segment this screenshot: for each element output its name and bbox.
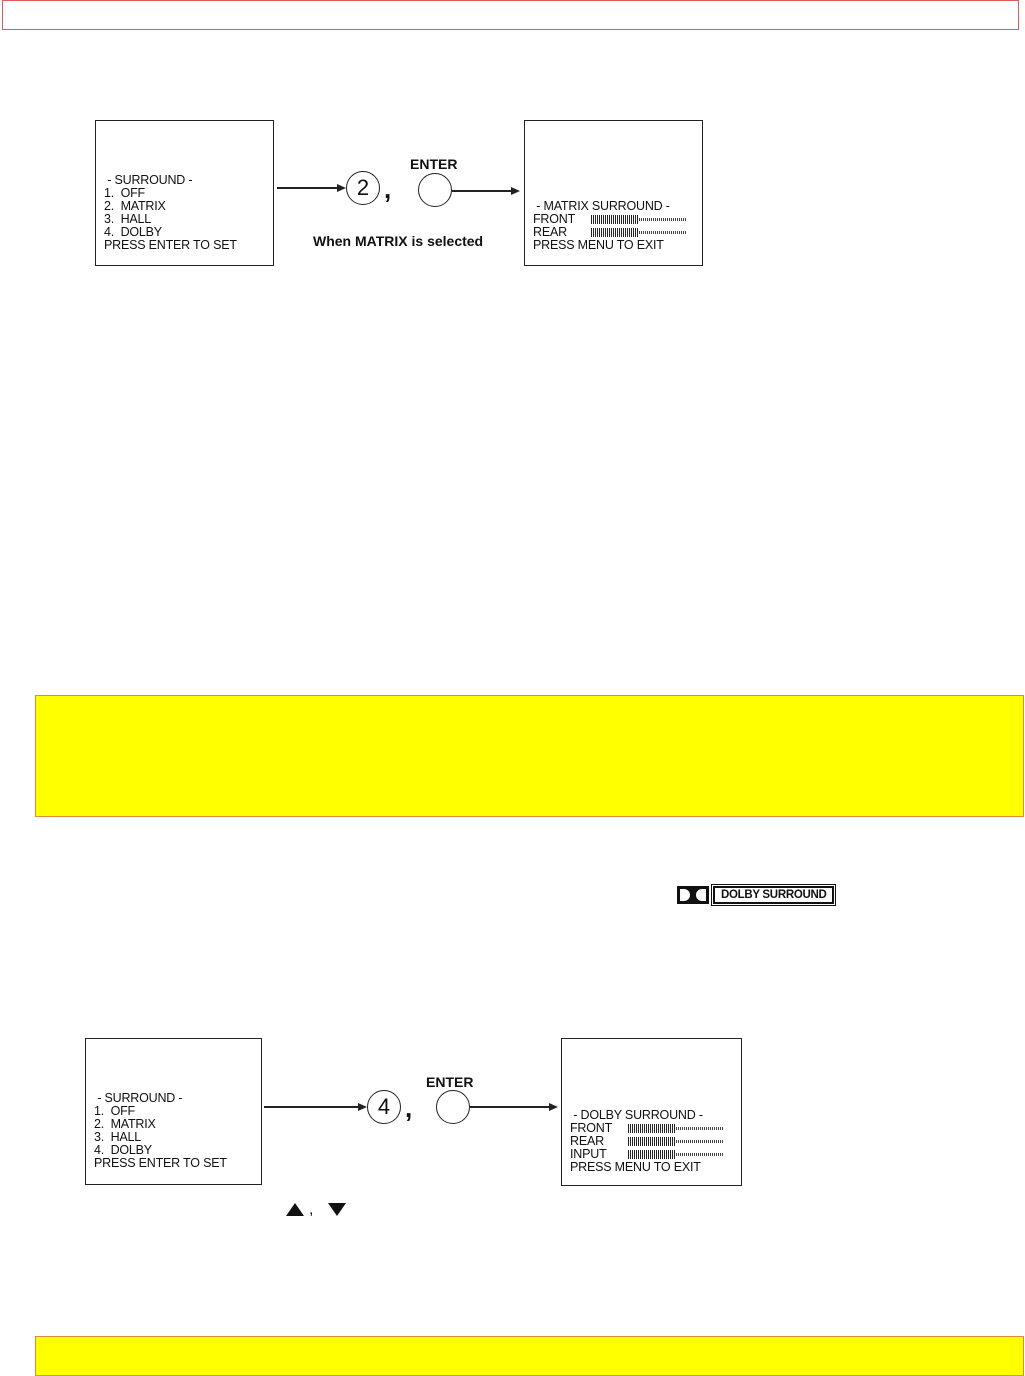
meter-tick-filled bbox=[628, 1124, 629, 1133]
meter-tick-empty bbox=[702, 1140, 703, 1143]
meter-tick-filled bbox=[662, 1124, 663, 1133]
meter-tick-filled bbox=[597, 228, 598, 237]
meter-tick-filled bbox=[674, 1150, 675, 1159]
meter-tick-filled bbox=[633, 228, 634, 237]
meter-tick-filled bbox=[636, 1124, 637, 1133]
meter-tick-filled bbox=[630, 1137, 631, 1146]
meter-tick-empty bbox=[678, 1127, 679, 1130]
meter-tick-filled bbox=[662, 1137, 663, 1146]
meter-tick-empty bbox=[712, 1140, 713, 1143]
meter-tick-filled bbox=[672, 1124, 673, 1133]
matrix-surround-screen bbox=[524, 120, 703, 266]
meter-tick-empty bbox=[720, 1140, 721, 1143]
meter-tick-empty bbox=[665, 218, 666, 221]
meter-tick-empty bbox=[677, 218, 678, 221]
meter-tick-filled bbox=[664, 1124, 665, 1133]
meter-tick-empty bbox=[686, 1127, 687, 1130]
meter-tick-empty bbox=[655, 218, 656, 221]
meter-tick-empty bbox=[706, 1153, 707, 1156]
meter-tick-filled bbox=[648, 1137, 649, 1146]
result-title: - MATRIX SURROUND - bbox=[533, 199, 670, 213]
dolby-dd-icon bbox=[677, 886, 709, 904]
meter-label: REAR bbox=[570, 1134, 604, 1148]
meter-tick-empty bbox=[679, 231, 680, 234]
meter-tick-filled bbox=[668, 1150, 669, 1159]
meter-tick-empty bbox=[675, 218, 676, 221]
meter-tick-filled bbox=[640, 1124, 641, 1133]
meter-tick-filled bbox=[591, 228, 592, 237]
meter-tick-filled bbox=[652, 1124, 653, 1133]
meter-tick-filled bbox=[597, 215, 598, 224]
meter-tick-filled bbox=[593, 228, 594, 237]
meter-tick-filled bbox=[637, 215, 638, 224]
menu-item-hall: 3. HALL bbox=[94, 1130, 142, 1144]
meter-tick-empty bbox=[663, 218, 664, 221]
level-meter bbox=[591, 215, 687, 224]
meter-tick-filled bbox=[644, 1124, 645, 1133]
meter-tick-empty bbox=[651, 218, 652, 221]
meter-tick-empty bbox=[722, 1140, 723, 1143]
meter-tick-empty bbox=[684, 1127, 685, 1130]
meter-tick-empty bbox=[688, 1127, 689, 1130]
meter-tick-empty bbox=[714, 1153, 715, 1156]
meter-tick-filled bbox=[670, 1150, 671, 1159]
meter-tick-filled bbox=[646, 1150, 647, 1159]
meter-tick-empty bbox=[673, 231, 674, 234]
meter-tick-filled bbox=[617, 215, 618, 224]
flow-arrow-head bbox=[511, 187, 520, 195]
meter-tick-empty bbox=[680, 1127, 681, 1130]
meter-tick-filled bbox=[662, 1150, 663, 1159]
meter-tick-empty bbox=[722, 1127, 723, 1130]
meter-tick-empty bbox=[698, 1153, 699, 1156]
meter-tick-filled bbox=[650, 1150, 651, 1159]
meter-tick-filled bbox=[652, 1137, 653, 1146]
meter-tick-empty bbox=[684, 1140, 685, 1143]
meter-tick-empty bbox=[716, 1140, 717, 1143]
meter-tick-filled bbox=[658, 1137, 659, 1146]
meter-tick-filled bbox=[660, 1124, 661, 1133]
comma: , bbox=[384, 174, 392, 204]
meter-tick-filled bbox=[650, 1124, 651, 1133]
meter-tick-empty bbox=[700, 1153, 701, 1156]
enter-label: ENTER bbox=[410, 156, 458, 172]
meter-tick-filled bbox=[599, 228, 600, 237]
meter-label: FRONT bbox=[570, 1121, 613, 1135]
meter-tick-filled bbox=[629, 215, 630, 224]
meter-tick-empty bbox=[718, 1140, 719, 1143]
menu-title: - SURROUND - bbox=[94, 1091, 183, 1105]
meter-tick-empty bbox=[659, 218, 660, 221]
meter-tick-empty bbox=[706, 1127, 707, 1130]
menu-item-off: 1. OFF bbox=[104, 186, 145, 200]
level-meter bbox=[628, 1150, 724, 1159]
meter-tick-empty bbox=[686, 1153, 687, 1156]
meter-tick-empty bbox=[690, 1140, 691, 1143]
meter-tick-filled bbox=[646, 1137, 647, 1146]
meter-tick-filled bbox=[668, 1124, 669, 1133]
result-footer: PRESS MENU TO EXIT bbox=[570, 1160, 701, 1174]
flow-arrow-head bbox=[549, 1103, 558, 1111]
meter-tick-filled bbox=[631, 215, 632, 224]
meter-tick-filled bbox=[666, 1137, 667, 1146]
meter-tick-filled bbox=[603, 215, 604, 224]
meter-tick-empty bbox=[685, 218, 686, 221]
enter-button-icon bbox=[436, 1090, 470, 1124]
meter-label: INPUT bbox=[570, 1147, 607, 1161]
meter-tick-empty bbox=[700, 1127, 701, 1130]
meter-tick-filled bbox=[640, 1150, 641, 1159]
meter-tick-filled bbox=[627, 228, 628, 237]
meter-tick-filled bbox=[634, 1150, 635, 1159]
meter-tick-filled bbox=[601, 228, 602, 237]
meter-tick-empty bbox=[678, 1140, 679, 1143]
meter-tick-filled bbox=[613, 228, 614, 237]
meter-tick-filled bbox=[607, 228, 608, 237]
meter-tick-empty bbox=[651, 231, 652, 234]
meter-tick-filled bbox=[615, 215, 616, 224]
arrow-separator: , bbox=[309, 1201, 314, 1218]
meter-tick-filled bbox=[621, 215, 622, 224]
surround-menu-screen bbox=[85, 1038, 262, 1185]
meter-tick-empty bbox=[700, 1140, 701, 1143]
meter-tick-empty bbox=[657, 231, 658, 234]
meter-tick-filled bbox=[629, 228, 630, 237]
meter-tick-filled bbox=[636, 1150, 637, 1159]
meter-tick-filled bbox=[611, 215, 612, 224]
note-box bbox=[35, 695, 1024, 817]
meter-tick-filled bbox=[656, 1137, 657, 1146]
meter-tick-filled bbox=[648, 1124, 649, 1133]
meter-tick-empty bbox=[696, 1153, 697, 1156]
meter-tick-empty bbox=[714, 1140, 715, 1143]
meter-tick-empty bbox=[688, 1153, 689, 1156]
meter-tick-filled bbox=[642, 1150, 643, 1159]
meter-tick-filled bbox=[632, 1124, 633, 1133]
meter-tick-empty bbox=[704, 1153, 705, 1156]
meter-tick-empty bbox=[690, 1127, 691, 1130]
dolby-surround-screen bbox=[561, 1038, 742, 1186]
meter-tick-empty bbox=[682, 1127, 683, 1130]
meter-tick-empty bbox=[692, 1153, 693, 1156]
meter-tick-filled bbox=[656, 1124, 657, 1133]
meter-tick-empty bbox=[663, 231, 664, 234]
meter-tick-filled bbox=[605, 228, 606, 237]
surround-menu-screen bbox=[95, 120, 274, 266]
meter-tick-empty bbox=[671, 231, 672, 234]
meter-tick-filled bbox=[623, 228, 624, 237]
meter-tick-filled bbox=[609, 215, 610, 224]
meter-tick-empty bbox=[671, 218, 672, 221]
meter-tick-empty bbox=[712, 1153, 713, 1156]
meter-tick-empty bbox=[720, 1153, 721, 1156]
meter-tick-empty bbox=[694, 1153, 695, 1156]
dolby-logo-text: DOLBY SURROUND bbox=[713, 886, 834, 904]
meter-tick-filled bbox=[638, 1150, 639, 1159]
meter-tick-filled bbox=[635, 228, 636, 237]
menu-item-off: 1. OFF bbox=[94, 1104, 135, 1118]
meter-tick-filled bbox=[631, 228, 632, 237]
meter-tick-empty bbox=[678, 1153, 679, 1156]
meter-tick-filled bbox=[658, 1150, 659, 1159]
meter-tick-empty bbox=[704, 1140, 705, 1143]
meter-tick-empty bbox=[706, 1140, 707, 1143]
enter-button-icon bbox=[418, 173, 452, 207]
meter-tick-filled bbox=[591, 215, 592, 224]
enter-label: ENTER bbox=[426, 1074, 474, 1090]
meter-tick-empty bbox=[641, 218, 642, 221]
meter-tick-filled bbox=[658, 1124, 659, 1133]
meter-tick-filled bbox=[670, 1124, 671, 1133]
meter-tick-filled bbox=[617, 228, 618, 237]
meter-tick-filled bbox=[619, 228, 620, 237]
meter-tick-empty bbox=[681, 218, 682, 221]
level-meter bbox=[628, 1137, 724, 1146]
meter-tick-empty bbox=[682, 1140, 683, 1143]
meter-tick-empty bbox=[702, 1153, 703, 1156]
flow-arrow-line bbox=[470, 1106, 550, 1108]
meter-tick-filled bbox=[640, 1137, 641, 1146]
meter-tick-empty bbox=[714, 1127, 715, 1130]
meter-tick-filled bbox=[637, 228, 638, 237]
meter-tick-empty bbox=[683, 231, 684, 234]
meter-tick-empty bbox=[677, 231, 678, 234]
meter-tick-empty bbox=[710, 1153, 711, 1156]
meter-tick-empty bbox=[684, 1153, 685, 1156]
menu-item-dolby: 4. DOLBY bbox=[94, 1143, 152, 1157]
meter-tick-filled bbox=[668, 1137, 669, 1146]
meter-tick-filled bbox=[595, 215, 596, 224]
meter-tick-filled bbox=[625, 228, 626, 237]
step-number-2 bbox=[346, 171, 380, 205]
meter-tick-empty bbox=[639, 218, 640, 221]
meter-tick-filled bbox=[628, 1137, 629, 1146]
menu-title: - SURROUND - bbox=[104, 173, 193, 187]
meter-tick-empty bbox=[708, 1140, 709, 1143]
meter-tick-filled bbox=[650, 1137, 651, 1146]
meter-tick-filled bbox=[660, 1137, 661, 1146]
step-number-label: 4 bbox=[377, 1094, 391, 1119]
meter-tick-filled bbox=[595, 228, 596, 237]
meter-tick-empty bbox=[718, 1127, 719, 1130]
flow-arrow-line bbox=[452, 190, 512, 192]
meter-tick-filled bbox=[627, 215, 628, 224]
menu-item-hall: 3. HALL bbox=[104, 212, 152, 226]
menu-item-dolby: 4. DOLBY bbox=[104, 225, 162, 239]
meter-tick-empty bbox=[647, 218, 648, 221]
meter-tick-empty bbox=[676, 1140, 677, 1143]
note-box bbox=[35, 1336, 1024, 1376]
meter-tick-empty bbox=[676, 1127, 677, 1130]
meter-tick-empty bbox=[655, 231, 656, 234]
step-number-label: 2 bbox=[356, 175, 370, 200]
meter-tick-filled bbox=[666, 1150, 667, 1159]
meter-tick-filled bbox=[611, 228, 612, 237]
meter-tick-filled bbox=[664, 1150, 665, 1159]
result-footer: PRESS MENU TO EXIT bbox=[533, 238, 664, 252]
up-arrow-icon bbox=[286, 1203, 304, 1216]
meter-tick-filled bbox=[672, 1150, 673, 1159]
menu-item-matrix: 2. MATRIX bbox=[94, 1117, 156, 1131]
meter-tick-filled bbox=[654, 1124, 655, 1133]
meter-tick-filled bbox=[628, 1150, 629, 1159]
meter-tick-filled bbox=[666, 1124, 667, 1133]
meter-tick-filled bbox=[648, 1150, 649, 1159]
meter-tick-empty bbox=[647, 231, 648, 234]
meter-tick-filled bbox=[603, 228, 604, 237]
meter-tick-filled bbox=[654, 1137, 655, 1146]
meter-tick-filled bbox=[646, 1124, 647, 1133]
meter-tick-filled bbox=[593, 215, 594, 224]
meter-tick-filled bbox=[644, 1137, 645, 1146]
meter-label: FRONT bbox=[533, 212, 576, 226]
flow-arrow-line bbox=[277, 187, 339, 189]
meter-tick-filled bbox=[633, 215, 634, 224]
meter-tick-filled bbox=[625, 215, 626, 224]
dolby-surround-logo bbox=[677, 886, 834, 904]
meter-tick-filled bbox=[632, 1150, 633, 1159]
meter-tick-empty bbox=[643, 231, 644, 234]
meter-tick-filled bbox=[672, 1137, 673, 1146]
meter-tick-filled bbox=[638, 1137, 639, 1146]
meter-tick-empty bbox=[696, 1140, 697, 1143]
meter-tick-empty bbox=[661, 218, 662, 221]
meter-tick-filled bbox=[605, 215, 606, 224]
meter-tick-empty bbox=[649, 231, 650, 234]
meter-tick-filled bbox=[642, 1124, 643, 1133]
meter-tick-filled bbox=[642, 1137, 643, 1146]
meter-tick-empty bbox=[657, 218, 658, 221]
meter-tick-empty bbox=[685, 231, 686, 234]
meter-tick-empty bbox=[688, 1140, 689, 1143]
meter-tick-empty bbox=[641, 231, 642, 234]
meter-tick-filled bbox=[660, 1150, 661, 1159]
meter-tick-filled bbox=[644, 1150, 645, 1159]
meter-tick-empty bbox=[708, 1153, 709, 1156]
meter-tick-filled bbox=[656, 1150, 657, 1159]
menu-item-matrix: 2. MATRIX bbox=[104, 199, 166, 213]
meter-tick-empty bbox=[681, 231, 682, 234]
meter-tick-empty bbox=[653, 218, 654, 221]
meter-tick-filled bbox=[652, 1150, 653, 1159]
meter-tick-empty bbox=[645, 231, 646, 234]
meter-tick-filled bbox=[635, 215, 636, 224]
meter-tick-empty bbox=[667, 218, 668, 221]
level-meter bbox=[628, 1124, 724, 1133]
meter-tick-empty bbox=[669, 231, 670, 234]
meter-tick-empty bbox=[690, 1153, 691, 1156]
meter-tick-filled bbox=[619, 215, 620, 224]
meter-tick-filled bbox=[607, 215, 608, 224]
meter-tick-empty bbox=[694, 1140, 695, 1143]
meter-tick-empty bbox=[645, 218, 646, 221]
meter-tick-empty bbox=[720, 1127, 721, 1130]
meter-tick-empty bbox=[694, 1127, 695, 1130]
step-number-4 bbox=[367, 1090, 401, 1124]
meter-tick-filled bbox=[615, 228, 616, 237]
meter-tick-filled bbox=[601, 215, 602, 224]
meter-tick-filled bbox=[634, 1137, 635, 1146]
meter-tick-filled bbox=[638, 1124, 639, 1133]
meter-tick-empty bbox=[710, 1127, 711, 1130]
meter-tick-filled bbox=[636, 1137, 637, 1146]
meter-tick-empty bbox=[639, 231, 640, 234]
menu-footer: PRESS ENTER TO SET bbox=[104, 238, 237, 252]
meter-tick-empty bbox=[649, 218, 650, 221]
meter-tick-filled bbox=[630, 1150, 631, 1159]
meter-tick-empty bbox=[716, 1127, 717, 1130]
meter-tick-filled bbox=[654, 1150, 655, 1159]
meter-tick-empty bbox=[680, 1153, 681, 1156]
result-title: - DOLBY SURROUND - bbox=[570, 1108, 703, 1122]
meter-tick-empty bbox=[722, 1153, 723, 1156]
meter-tick-empty bbox=[710, 1140, 711, 1143]
meter-tick-empty bbox=[704, 1127, 705, 1130]
meter-tick-empty bbox=[686, 1140, 687, 1143]
meter-tick-empty bbox=[675, 231, 676, 234]
meter-tick-empty bbox=[698, 1127, 699, 1130]
meter-tick-empty bbox=[676, 1153, 677, 1156]
meter-tick-empty bbox=[665, 231, 666, 234]
meter-tick-empty bbox=[702, 1127, 703, 1130]
meter-tick-empty bbox=[712, 1127, 713, 1130]
meter-tick-empty bbox=[718, 1153, 719, 1156]
meter-tick-empty bbox=[661, 231, 662, 234]
meter-tick-filled bbox=[613, 215, 614, 224]
meter-tick-empty bbox=[692, 1127, 693, 1130]
meter-tick-filled bbox=[664, 1137, 665, 1146]
meter-tick-filled bbox=[670, 1137, 671, 1146]
meter-tick-empty bbox=[716, 1153, 717, 1156]
meter-tick-filled bbox=[674, 1137, 675, 1146]
meter-tick-empty bbox=[696, 1127, 697, 1130]
meter-tick-empty bbox=[679, 218, 680, 221]
header-bar bbox=[2, 0, 1019, 30]
meter-label: REAR bbox=[533, 225, 567, 239]
down-arrow-icon bbox=[328, 1203, 346, 1216]
meter-tick-empty bbox=[643, 218, 644, 221]
meter-tick-empty bbox=[682, 1153, 683, 1156]
meter-tick-empty bbox=[698, 1140, 699, 1143]
meter-tick-empty bbox=[683, 218, 684, 221]
flow-arrow-line bbox=[264, 1106, 360, 1108]
meter-tick-filled bbox=[634, 1124, 635, 1133]
meter-tick-empty bbox=[708, 1127, 709, 1130]
flow-arrow-head bbox=[358, 1103, 367, 1111]
meter-tick-filled bbox=[609, 228, 610, 237]
meter-tick-empty bbox=[680, 1140, 681, 1143]
caption-matrix-selected: When MATRIX is selected bbox=[313, 233, 484, 249]
comma: , bbox=[405, 1093, 413, 1123]
meter-tick-empty bbox=[669, 218, 670, 221]
menu-footer: PRESS ENTER TO SET bbox=[94, 1156, 227, 1170]
meter-tick-empty bbox=[692, 1140, 693, 1143]
meter-tick-empty bbox=[673, 218, 674, 221]
meter-tick-empty bbox=[653, 231, 654, 234]
meter-tick-filled bbox=[599, 215, 600, 224]
meter-tick-filled bbox=[632, 1137, 633, 1146]
level-meter bbox=[591, 228, 687, 237]
meter-tick-filled bbox=[621, 228, 622, 237]
meter-tick-filled bbox=[623, 215, 624, 224]
flow-arrow-head bbox=[337, 184, 346, 192]
meter-tick-empty bbox=[667, 231, 668, 234]
meter-tick-filled bbox=[630, 1124, 631, 1133]
meter-tick-filled bbox=[674, 1124, 675, 1133]
meter-tick-empty bbox=[659, 231, 660, 234]
